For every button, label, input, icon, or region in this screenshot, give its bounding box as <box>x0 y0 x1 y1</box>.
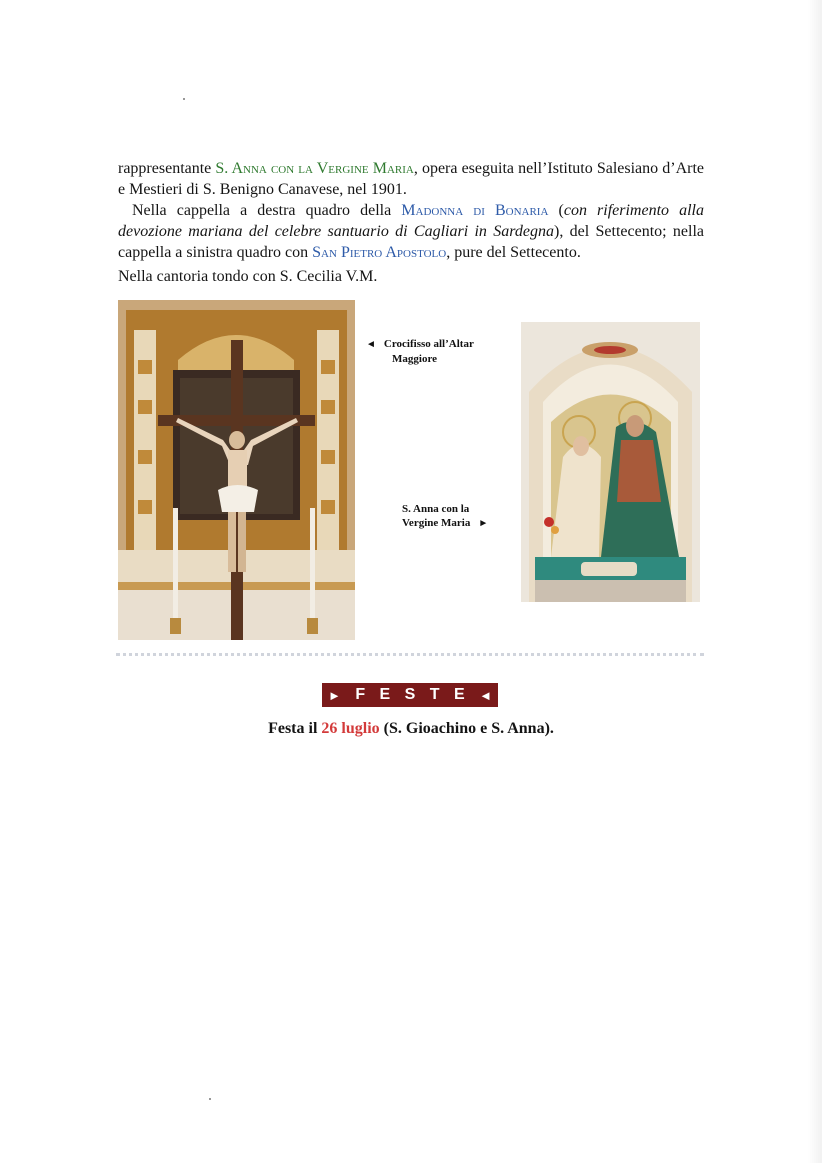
title-anna-vergine: S. Anna con la Vergine Maria <box>215 160 414 177</box>
text-run: , pure del Settecento. <box>446 244 581 261</box>
page-edge <box>808 0 822 1163</box>
body-text <box>118 158 704 287</box>
paragraph-2 <box>118 200 704 263</box>
arrow-right-icon: ► <box>478 518 489 529</box>
banner-letter: E <box>379 686 391 703</box>
arrow-left-icon: ◄ <box>479 687 492 703</box>
feast-suffix: (S. Gioachino e S. Anna). <box>379 720 554 737</box>
text-run: Nella cappella a destra quadro della <box>132 202 402 219</box>
feste-banner <box>322 683 498 707</box>
dotted-divider <box>116 653 704 656</box>
feast-prefix: Festa il <box>268 720 322 737</box>
caption-line <box>402 516 522 531</box>
paragraph-1 <box>118 158 704 200</box>
scan-speck <box>209 1098 211 1100</box>
caption-line <box>366 337 516 352</box>
crucifix-photo <box>118 300 355 640</box>
banner-letter: T <box>429 686 440 703</box>
feast-date-line <box>118 720 704 738</box>
caption-anna <box>402 502 522 531</box>
text-run: , opera eseguita nell’Istituto Salesiano d’Arte e Mestieri di S. Benigno Canavese, nel 1901. <box>118 160 704 198</box>
banner-letter: S <box>404 686 416 703</box>
arrow-left-icon: ◄ <box>366 339 376 350</box>
caption-text: Vergine Maria <box>402 517 471 529</box>
arrow-right-icon: ► <box>328 687 341 703</box>
text-run: ( <box>548 202 564 219</box>
paragraph-3: Nella cantoria tondo con S. Cecilia V.M. <box>118 268 378 285</box>
scan-speck <box>183 98 185 100</box>
title-san-pietro: San Pietro Apostolo <box>312 244 447 261</box>
italic-note: con riferimento alla devozione mariana del celebre santuario di Cagliari in Sardegna <box>118 202 705 240</box>
text-run: rappresentante <box>118 160 216 177</box>
title-madonna-bonaria: Madonna di Bonaria <box>401 202 549 219</box>
feast-date: 26 luglio <box>321 720 380 737</box>
banner-letter: E <box>453 686 465 703</box>
banner-letter: F <box>355 686 366 703</box>
caption-crucifix <box>366 337 516 366</box>
caption-line: Maggiore <box>392 353 438 365</box>
text-run: ), del Settecento; nella cappella a sinistra quadro con <box>118 223 704 261</box>
caption-line: S. Anna con la <box>402 503 470 515</box>
banner-label <box>341 686 479 704</box>
caption-text: Crocifisso all’Altar <box>383 338 474 350</box>
anna-vergine-photo <box>521 322 700 602</box>
